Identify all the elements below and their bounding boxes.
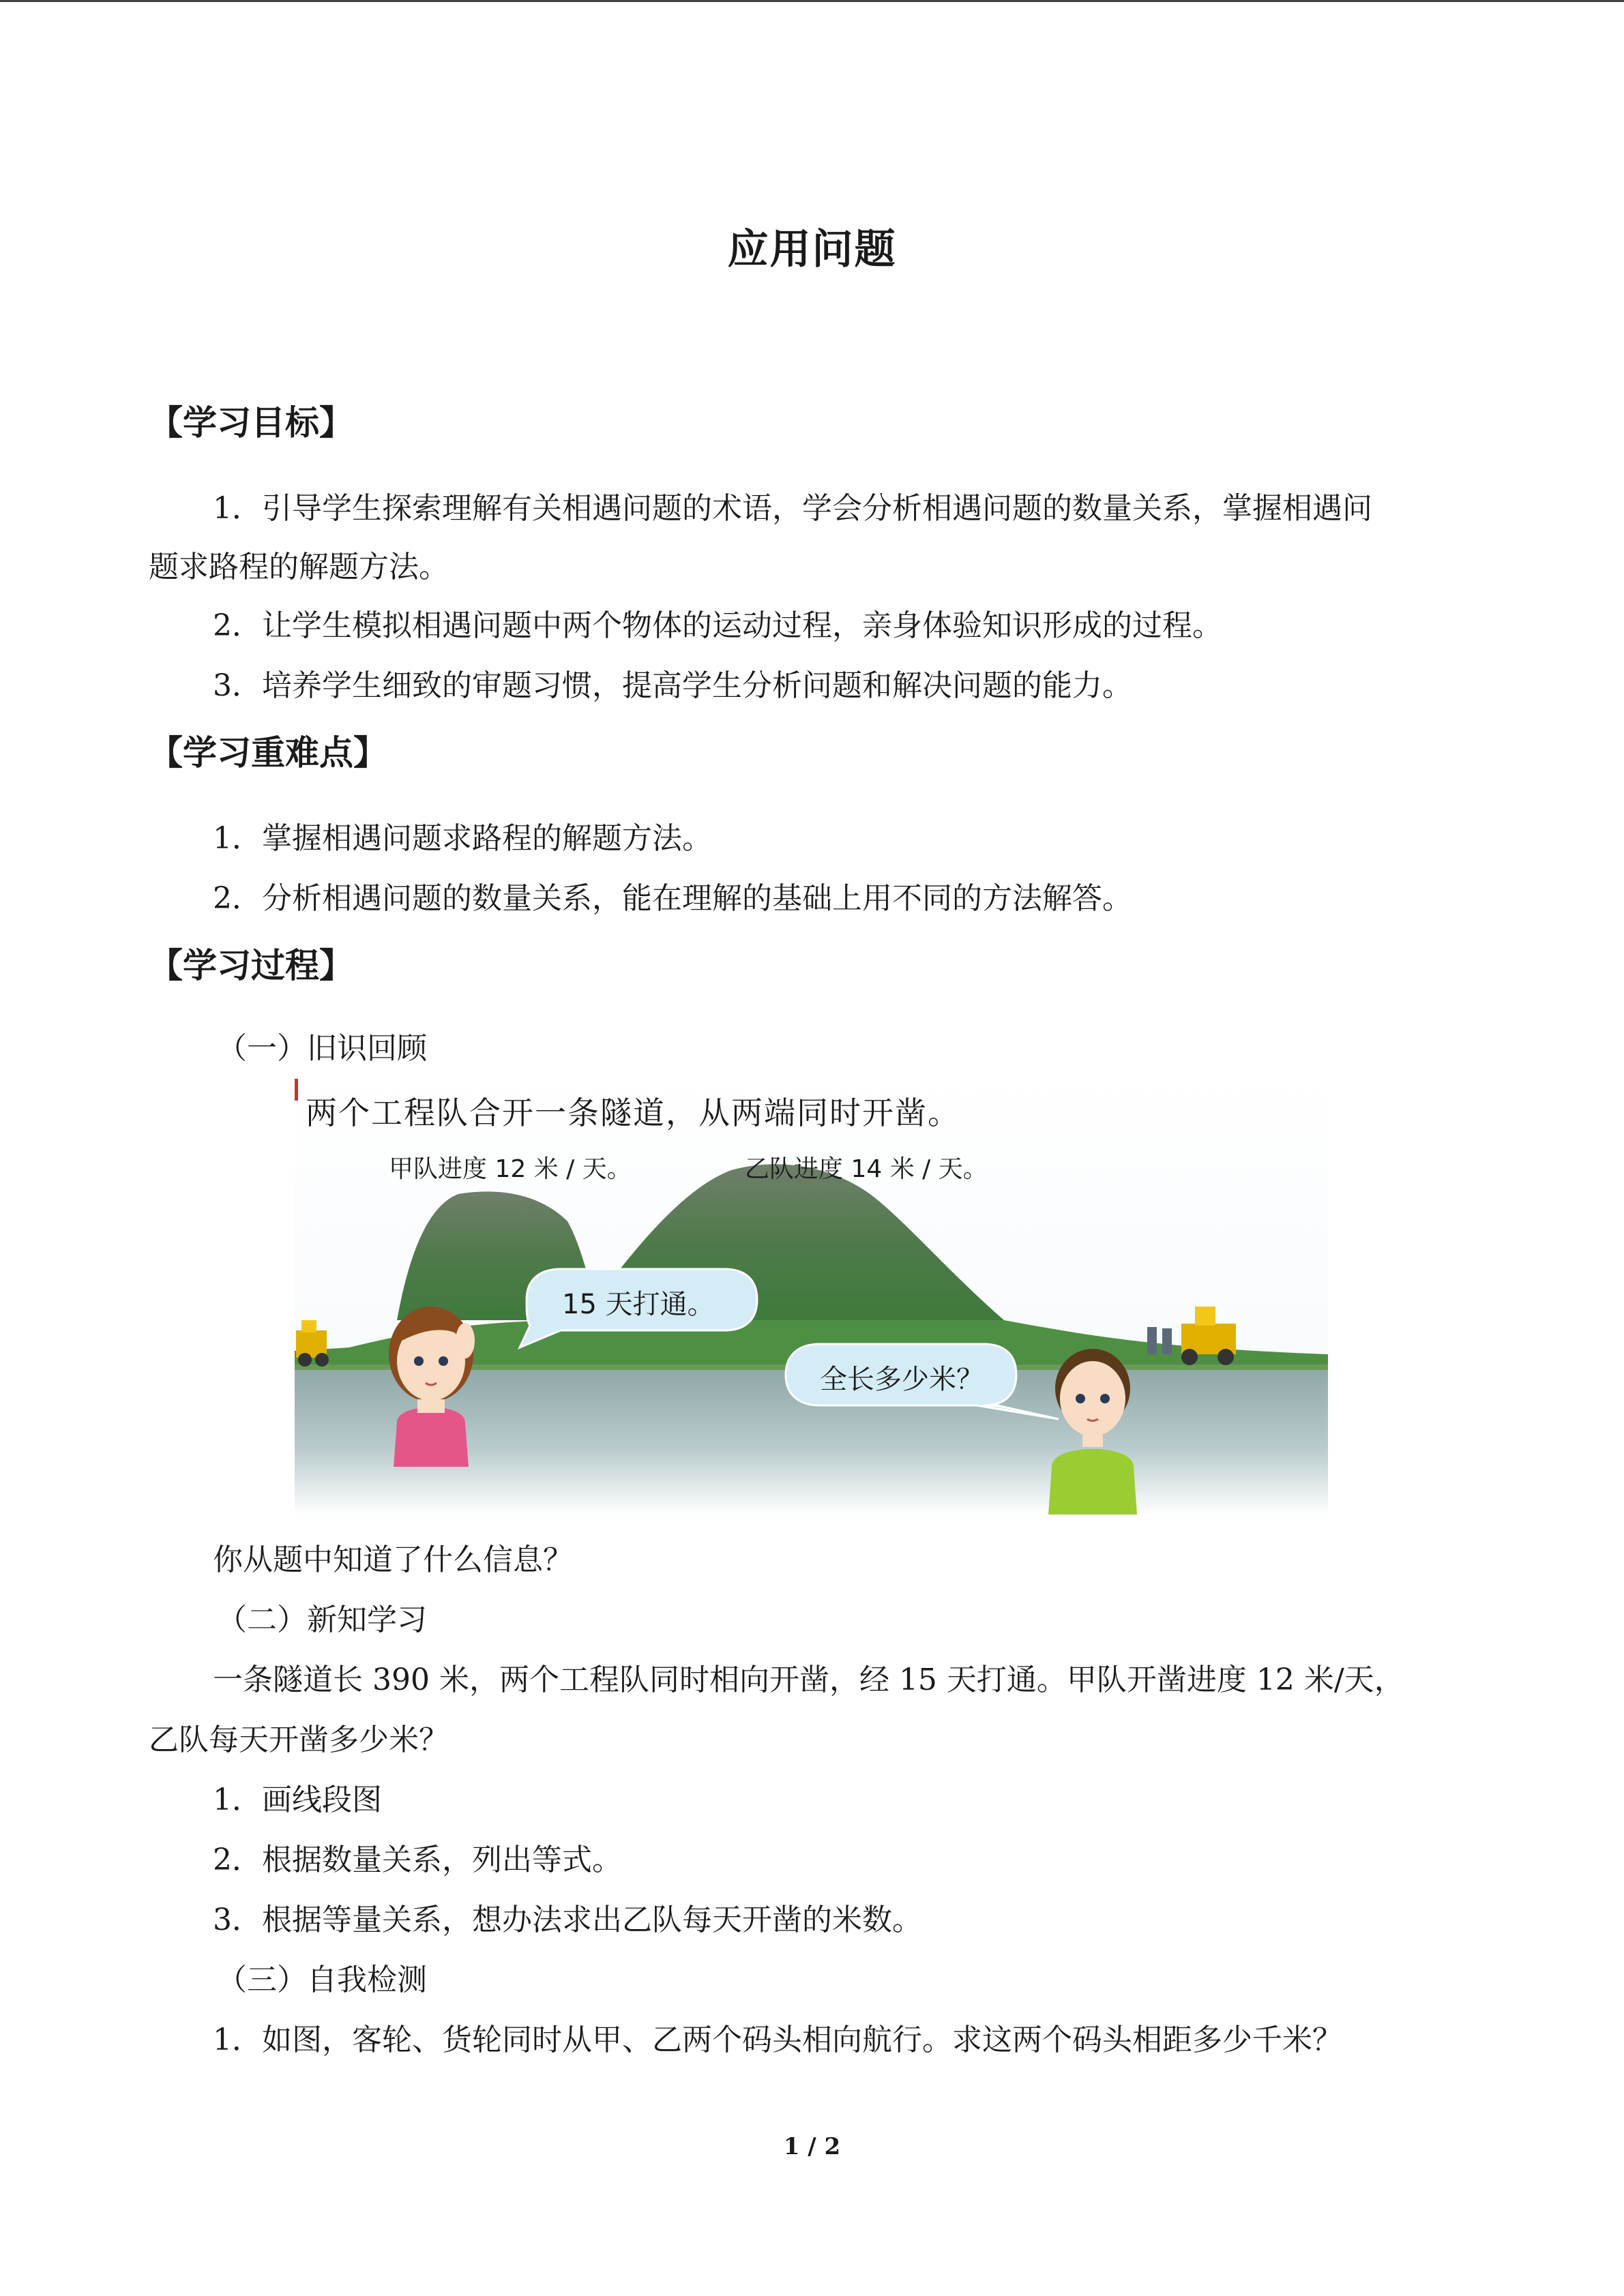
girl-speech-bubble: 15 天打通。	[562, 1289, 715, 1320]
new-learning-label: （二）新知学习	[217, 1602, 427, 1637]
top-border	[0, 0, 1624, 2]
page-title: 应用问题	[727, 226, 897, 273]
section-heading-key-points: 【学习重难点】	[149, 733, 387, 773]
tunnel-illustration	[295, 1075, 1328, 1515]
page-number: 1 / 2	[783, 2133, 841, 2160]
self-check-label: （三）自我检测	[217, 1963, 427, 1997]
boy-speech-bubble: 全长多少米？	[820, 1364, 984, 1395]
section-heading-process: 【学习过程】	[149, 946, 353, 985]
objective-item-1b: 题求路程的解题方法。	[149, 550, 449, 584]
step-item-1: 1．画线段图	[213, 1783, 382, 1817]
problem-line-1: 一条隧道长 390 米，两个工程队同时相向开凿，经 15 天打通。甲队开凿进度 12 米/天，	[213, 1663, 1404, 1697]
review-label: （一）旧识回顾	[217, 1031, 427, 1066]
team-b-speed: 乙队进度 14 米 / 天。	[745, 1155, 988, 1183]
step-item-2: 2．根据数量关系，列出等式。	[213, 1843, 622, 1877]
illustration-art	[295, 1075, 1328, 1515]
step-item-3: 3．根据等量关系，想办法求出乙队每天开凿的米数。	[213, 1903, 922, 1937]
team-a-speed: 甲队进度 12 米 / 天。	[389, 1155, 632, 1183]
objective-item-3: 3．培养学生细致的审题习惯，提高学生分析问题和解决问题的能力。	[213, 668, 1132, 703]
section-heading-objectives: 【学习目标】	[149, 403, 353, 443]
objective-item-1a: 1．引导学生探索理解有关相遇问题的术语，学会分析相遇问题的数量关系，掌握相遇问	[213, 491, 1372, 526]
figure-caption: 两个工程队合开一条隧道，从两端同时开凿。	[306, 1094, 960, 1131]
self-check-item-1: 1．如图，客轮、货轮同时从甲、乙两个码头相向航行。求这两个码头相距多少千米？	[213, 2023, 1342, 2057]
objective-item-2: 2．让学生模拟相遇问题中两个物体的运动过程，亲身体验知识形成的过程。	[213, 608, 1222, 643]
question-line: 你从题中知道了什么信息？	[213, 1542, 573, 1577]
problem-line-2: 乙队每天开凿多少米？	[149, 1723, 449, 1757]
key-point-item-2: 2．分析相遇问题的数量关系，能在理解的基础上用不同的方法解答。	[213, 881, 1132, 916]
key-point-item-1: 1．掌握相遇问题求路程的解题方法。	[213, 821, 712, 856]
